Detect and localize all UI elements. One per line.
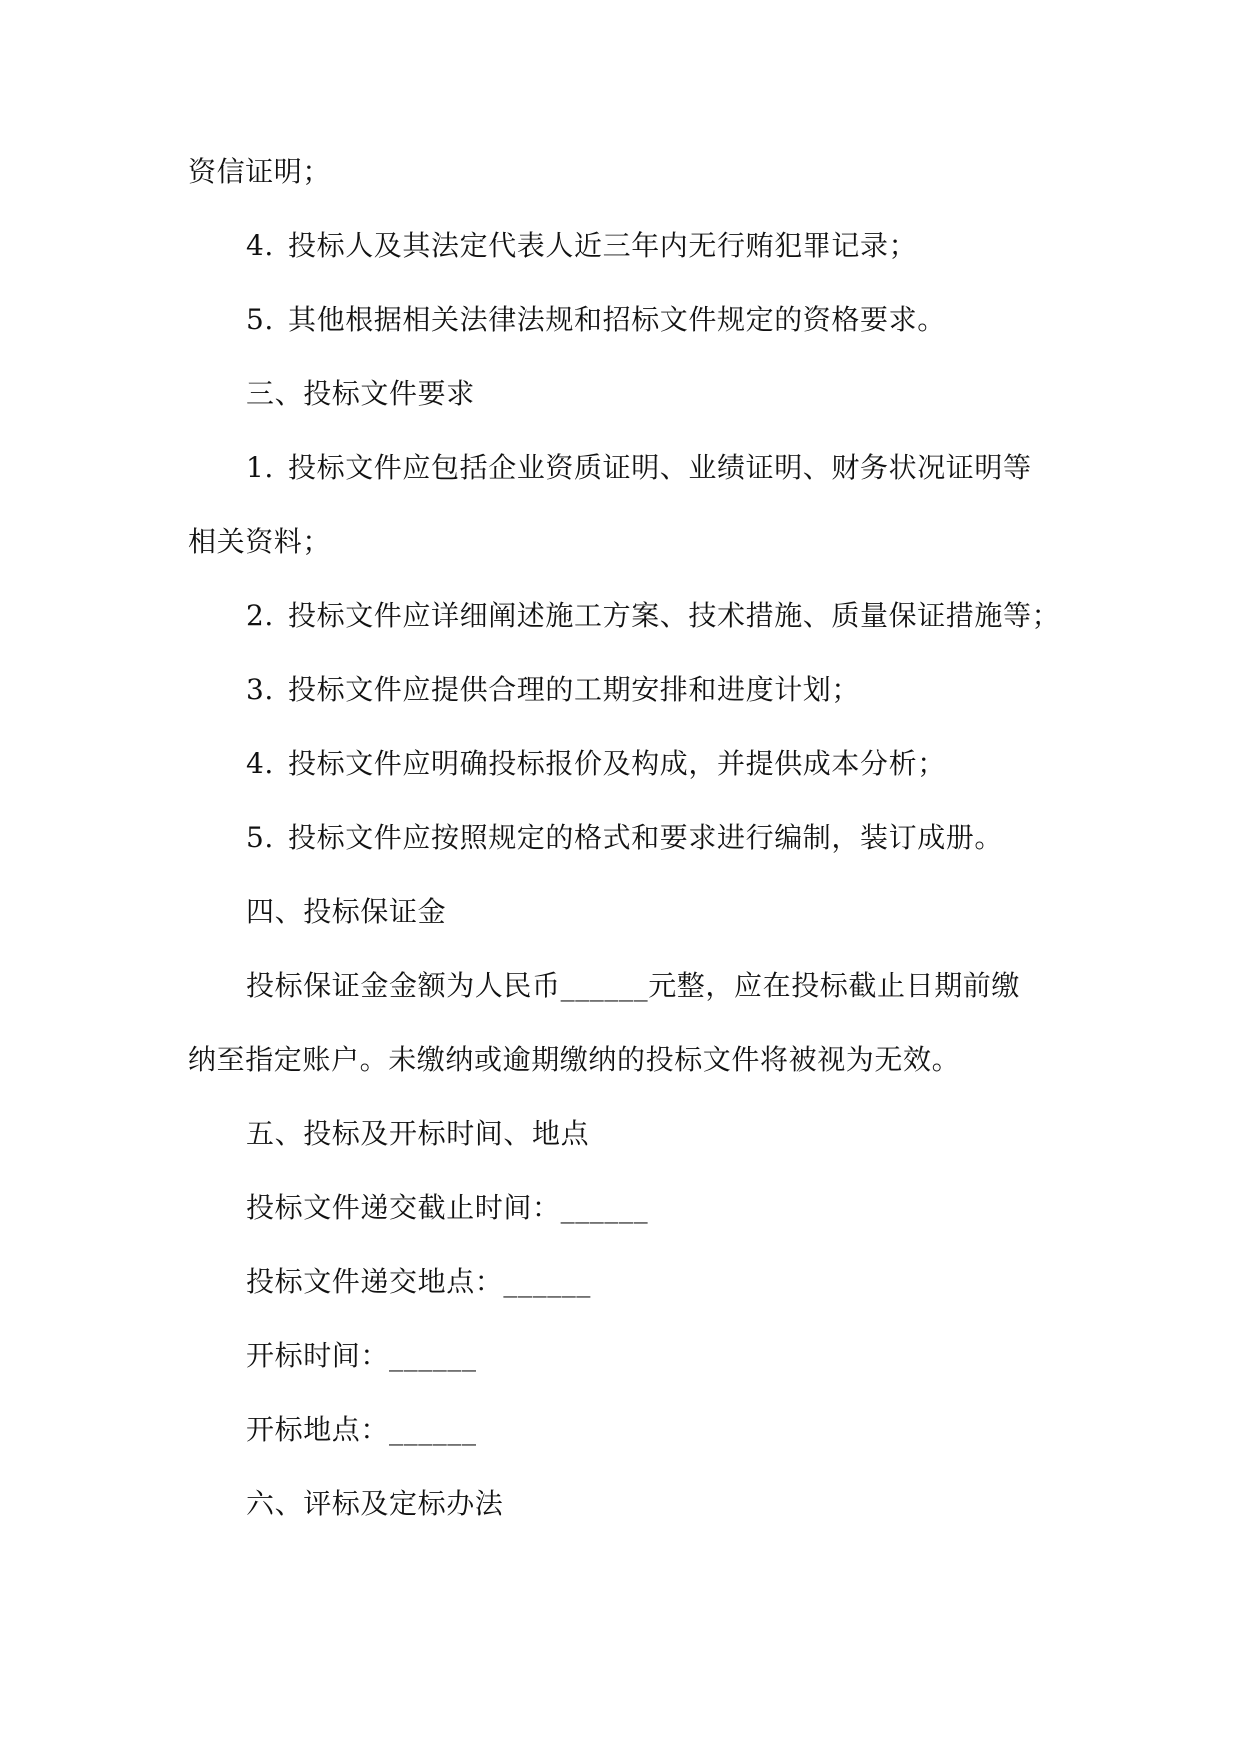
- list-number: 4.: [246, 747, 274, 780]
- opening-location-text: 开标地点：______: [246, 1413, 477, 1446]
- submission-deadline-text: 投标文件递交截止时间：______: [246, 1191, 649, 1224]
- list-number: 3.: [246, 673, 274, 706]
- paragraph-text: 投标保证金金额为人民币______元整，应在投标截止日期前缴: [246, 969, 1021, 1002]
- list-number: 1.: [246, 451, 274, 484]
- section-heading: [246, 892, 446, 932]
- paragraph-continuation: [188, 152, 331, 192]
- form-field-line: [246, 1262, 591, 1302]
- list-item-text: 投标文件应按照规定的格式和要求进行编制，装订成册。: [288, 821, 1004, 854]
- submission-location-text: 投标文件递交地点：______: [246, 1265, 592, 1298]
- list-item: [246, 818, 1003, 858]
- paragraph-text: 相关资料；: [188, 525, 332, 558]
- paragraph-text: 资信证明；: [188, 155, 332, 188]
- opening-time-text: 开标时间：______: [246, 1339, 477, 1372]
- section-heading: [246, 1114, 589, 1154]
- list-number: 4.: [246, 229, 274, 262]
- list-number: 5.: [246, 303, 274, 336]
- section-heading-text: 五、投标及开标时间、地点: [246, 1117, 590, 1150]
- list-item-text: 投标文件应详细阐述施工方案、技术措施、质量保证措施等；: [288, 599, 1061, 632]
- section-heading-text: 四、投标保证金: [246, 895, 447, 928]
- list-number: 5.: [246, 821, 274, 854]
- list-item: [246, 226, 917, 266]
- list-item: [246, 300, 946, 340]
- paragraph: [246, 966, 1020, 1006]
- list-item-text: 投标文件应包括企业资质证明、业绩证明、财务状况证明等: [288, 451, 1032, 484]
- list-item: [246, 448, 1032, 488]
- form-field-line: [246, 1410, 477, 1450]
- paragraph-continuation: [188, 522, 331, 562]
- list-item-text: 投标文件应提供合理的工期安排和进度计划；: [288, 673, 861, 706]
- form-field-line: [246, 1336, 477, 1376]
- list-item: [246, 596, 1060, 636]
- list-item: [246, 670, 860, 710]
- form-field-line: [246, 1188, 648, 1228]
- list-number: 2.: [246, 599, 274, 632]
- paragraph-text: 纳至指定账户。未缴纳或逾期缴纳的投标文件将被视为无效。: [188, 1043, 961, 1076]
- section-heading: [246, 1484, 503, 1524]
- list-item-text: 投标人及其法定代表人近三年内无行贿犯罪记录；: [288, 229, 918, 262]
- section-heading: [246, 374, 475, 414]
- section-heading-text: 三、投标文件要求: [246, 377, 475, 410]
- list-item-text: 投标文件应明确投标报价及构成，并提供成本分析；: [288, 747, 946, 780]
- list-item-text: 其他根据相关法律法规和招标文件规定的资格要求。: [288, 303, 946, 336]
- paragraph-continuation: [188, 1040, 960, 1080]
- section-heading-text: 六、评标及定标办法: [246, 1487, 504, 1520]
- list-item: [246, 744, 946, 784]
